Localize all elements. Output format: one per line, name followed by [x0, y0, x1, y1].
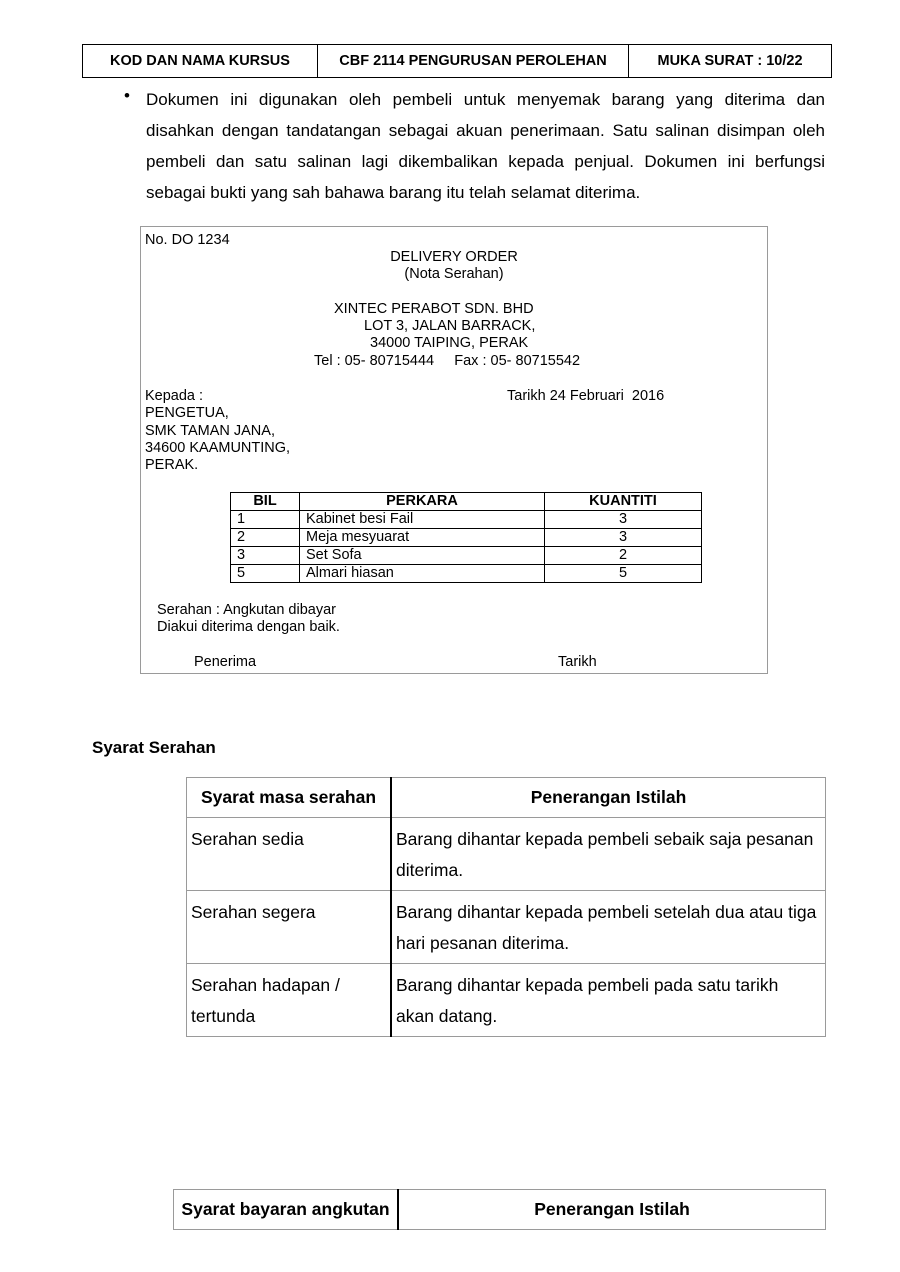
- term-explanation: Barang dihantar kepada pembeli setelah dua atau tiga hari pesanan diterima.: [391, 891, 826, 964]
- table-row: [231, 547, 702, 565]
- section-title: Syarat Serahan: [92, 738, 216, 757]
- term-name: Serahan segera: [187, 891, 392, 964]
- table-row: [231, 511, 702, 529]
- items-header-row: [231, 493, 702, 511]
- delivery-order-document: [140, 226, 768, 674]
- table-row: [231, 565, 702, 583]
- terms-header-row: [187, 778, 826, 818]
- items-header-perkara: PERKARA: [300, 493, 545, 511]
- item-kuantiti: 2: [545, 547, 702, 565]
- payment-terms-table: [173, 1189, 826, 1230]
- items-table: [230, 492, 702, 583]
- item-bil: 3: [231, 547, 300, 565]
- term-explanation: Barang dihantar kepada pembeli sebaik saja pesanan diterima.: [391, 818, 826, 891]
- payment-header-condition: Syarat bayaran angkutan: [174, 1190, 399, 1230]
- items-header-bil: BIL: [231, 493, 300, 511]
- table-row: [187, 818, 826, 891]
- term-name: Serahan hadapan / tertunda: [187, 964, 392, 1037]
- company-address-1: LOT 3, JALAN BARRACK,: [364, 318, 536, 334]
- do-number: No. DO 1234: [145, 232, 230, 248]
- payment-header-row: [174, 1190, 826, 1230]
- recipient-label: Kepada :: [145, 388, 204, 404]
- item-kuantiti: 5: [545, 565, 702, 583]
- terms-header-condition: Syarat masa serahan: [187, 778, 392, 818]
- item-bil: 5: [231, 565, 300, 583]
- recipient-line-4: PERAK.: [145, 457, 199, 473]
- acknowledgement: Diakui diterima dengan baik.: [157, 619, 340, 635]
- item-perkara: Set Sofa: [300, 547, 545, 565]
- do-subtitle: (Nota Serahan): [404, 266, 504, 282]
- delivery-terms-table: [186, 777, 826, 1037]
- item-kuantiti: 3: [545, 511, 702, 529]
- payment-header-explanation: Penerangan Istilah: [398, 1190, 826, 1230]
- table-row: [187, 964, 826, 1037]
- term-explanation: Barang dihantar kepada pembeli pada satu tarikh akan datang.: [391, 964, 826, 1037]
- recipient-line-3: 34600 KAAMUNTING,: [145, 440, 291, 456]
- receiver-label: Penerima: [194, 654, 257, 670]
- company-address-2: 34000 TAIPING, PERAK: [370, 335, 529, 351]
- signature-date-label: Tarikh: [558, 654, 597, 670]
- term-name: Serahan sedia: [187, 818, 392, 891]
- table-row: [231, 529, 702, 547]
- item-perkara: Kabinet besi Fail: [300, 511, 545, 529]
- item-kuantiti: 3: [545, 529, 702, 547]
- course-header: [82, 44, 832, 78]
- company-name: XINTEC PERABOT SDN. BHD: [334, 301, 534, 317]
- company-contact: Tel : 05- 80715444 Fax : 05- 80715542: [314, 353, 581, 369]
- course-name: CBF 2114 PENGURUSAN PEROLEHAN: [318, 45, 629, 77]
- item-perkara: Almari hiasan: [300, 565, 545, 583]
- intro-paragraph: Dokumen ini digunakan oleh pembeli untuk menyemak barang yang diterima dan disahkan dengan tandatangan sebagai akuan penerimaan. Satu salinan disimpan oleh pembeli dan satu salinan lagi dikembalikan kepada penjual. Dokumen ini berfungsi sebagai bukti yang sah bahawa barang itu telah selamat diterima.: [146, 90, 825, 202]
- recipient-line-1: PENGETUA,: [145, 405, 229, 421]
- page-number: MUKA SURAT : 10/22: [657, 53, 803, 69]
- do-date: Tarikh 24 Februari 2016: [507, 388, 665, 404]
- item-bil: 2: [231, 529, 300, 547]
- course-label: KOD DAN NAMA KURSUS: [83, 45, 318, 77]
- terms-header-explanation: Penerangan Istilah: [391, 778, 826, 818]
- delivery-note: Serahan : Angkutan dibayar: [157, 602, 336, 618]
- do-title: DELIVERY ORDER: [390, 249, 518, 265]
- items-header-kuantiti: KUANTITI: [545, 493, 702, 511]
- recipient-line-2: SMK TAMAN JANA,: [145, 423, 275, 439]
- bullet-point: •: [124, 86, 130, 105]
- item-bil: 1: [231, 511, 300, 529]
- table-row: [187, 891, 826, 964]
- item-perkara: Meja mesyuarat: [300, 529, 545, 547]
